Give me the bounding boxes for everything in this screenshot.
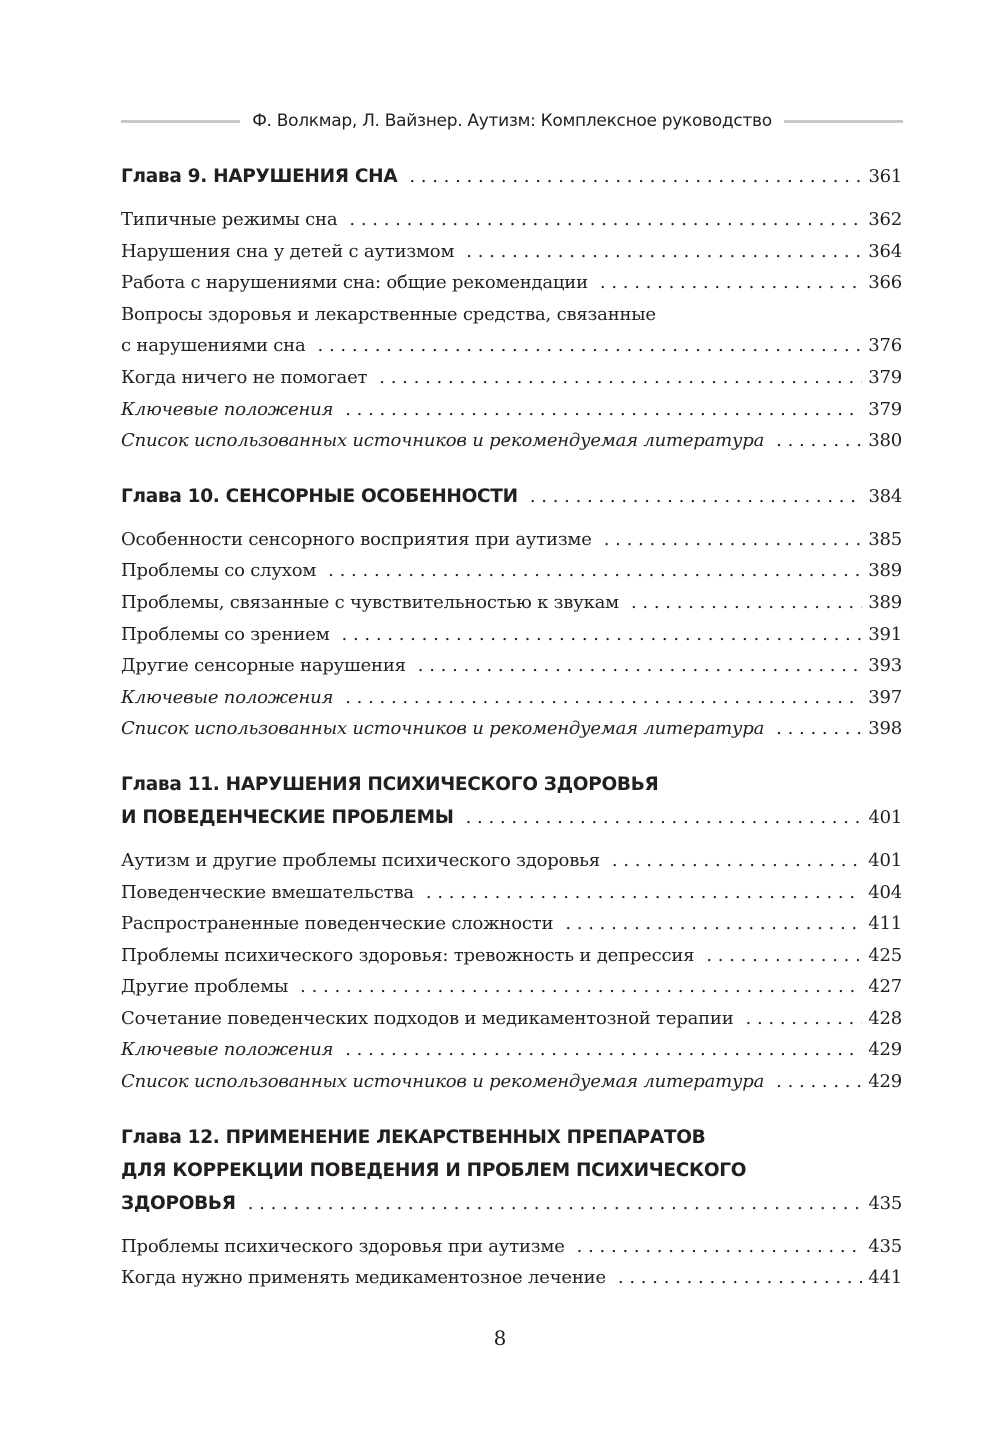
dot-leader (345, 1034, 862, 1066)
entry-title: Список использованных источников и рекомендуемая литература (121, 718, 765, 740)
dot-leader (600, 267, 862, 299)
entry-page-number: 376 (868, 335, 902, 357)
entry-page-number: 435 (868, 1235, 902, 1257)
toc-entry[interactable] (121, 1231, 902, 1263)
entry-page-number: 441 (868, 1267, 902, 1289)
entry-line (121, 650, 902, 682)
dot-leader (776, 425, 862, 457)
dot-leader (746, 1003, 863, 1035)
entry-page-number: 398 (868, 718, 902, 740)
toc-entry[interactable] (121, 619, 902, 651)
chapter-entries (121, 204, 902, 457)
dot-leader (776, 713, 862, 745)
dot-leader (345, 682, 862, 714)
entry-title: Когда ничего не помогает (121, 366, 368, 388)
toc-entry[interactable] (121, 650, 902, 682)
toc-entry[interactable] (121, 908, 902, 940)
entry-line (121, 330, 902, 362)
entry-title: Проблемы со слухом (121, 560, 317, 582)
toc-chapter (121, 160, 902, 457)
dot-leader (604, 524, 863, 556)
entry-line (121, 908, 902, 940)
dot-leader (426, 877, 862, 909)
dot-leader (342, 619, 863, 651)
entry-title: Ключевые положения (121, 686, 334, 708)
entry-line (121, 1034, 902, 1066)
chapter-title: И ПОВЕДЕНЧЕСКИЕ ПРОБЛЕМЫ (121, 806, 454, 828)
dot-leader (631, 587, 862, 619)
dot-leader (349, 204, 862, 236)
toc-chapter (121, 480, 902, 745)
dot-leader (577, 1231, 863, 1263)
toc-entry[interactable] (121, 1066, 902, 1098)
toc-entry[interactable] (121, 362, 902, 394)
entry-title: Список использованных источников и рекомендуемая литература (121, 430, 765, 452)
entry-page-number: 428 (868, 1007, 902, 1029)
dot-leader (776, 1066, 862, 1098)
entry-line (121, 587, 902, 619)
entry-title: Ключевые положения (121, 1039, 334, 1061)
entry-title-line: Вопросы здоровья и лекарственные средства, связанные (121, 303, 656, 325)
entry-line (121, 971, 902, 1003)
toc-entry[interactable] (121, 940, 902, 972)
entry-title: Поведенческие вмешательства (121, 881, 414, 903)
entry-page-number: 401 (868, 849, 902, 871)
chapter-heading[interactable] (121, 1121, 902, 1220)
toc-entry[interactable] (121, 682, 902, 714)
entry-title: Проблемы, связанные с чувствительностью к звукам (121, 591, 619, 613)
entry-title: Список использованных источников и рекомендуемая литература (121, 1071, 765, 1093)
entry-line (121, 682, 902, 714)
entry-title: Типичные режимы сна (121, 209, 338, 230)
entry-line (121, 236, 902, 268)
dot-leader (300, 971, 862, 1003)
entry-title: Проблемы психического здоровья: тревожность и депрессия (121, 944, 695, 966)
dot-leader (248, 1187, 863, 1220)
entry-line (121, 713, 902, 745)
toc-entry[interactable] (121, 524, 902, 556)
entry-line (121, 267, 902, 299)
toc-entry[interactable] (121, 236, 902, 268)
dot-leader (318, 330, 863, 362)
chapter-line (121, 480, 902, 513)
toc-entry[interactable] (121, 394, 902, 426)
header-rule-left (121, 120, 240, 123)
toc-entry[interactable] (121, 425, 902, 457)
chapter-heading[interactable] (121, 160, 902, 193)
entry-title: Другие проблемы (121, 976, 289, 998)
dot-leader (379, 362, 862, 394)
chapter-title-line: Глава 11. НАРУШЕНИЯ ПСИХИЧЕСКОГО ЗДОРОВЬЯ (121, 773, 659, 795)
chapter-line (121, 801, 902, 834)
entry-line (121, 940, 902, 972)
toc-entry[interactable] (121, 713, 902, 745)
toc-entry[interactable] (121, 555, 902, 587)
chapter-title-line: Глава 12. ПРИМЕНЕНИЕ ЛЕКАРСТВЕННЫХ ПРЕПАРАТОВ (121, 1126, 706, 1148)
entry-page-number: 427 (868, 976, 902, 998)
toc-entry[interactable] (121, 971, 902, 1003)
entry-page-number: 362 (868, 209, 902, 230)
entry-page-number: 391 (868, 623, 902, 645)
toc-chapter (121, 1121, 902, 1294)
entry-page-number: 404 (868, 881, 902, 903)
chapter-title-line: ДЛЯ КОРРЕКЦИИ ПОВЕДЕНИЯ И ПРОБЛЕМ ПСИХИЧЕСКОГО (121, 1159, 747, 1181)
entry-title: Когда нужно применять медикаментозное лечение (121, 1267, 606, 1289)
chapter-page-number: 361 (868, 166, 902, 187)
chapter-title: ЗДОРОВЬЯ (121, 1192, 236, 1214)
table-of-contents (121, 160, 902, 1317)
toc-entry[interactable] (121, 299, 902, 362)
dot-leader (409, 160, 862, 193)
chapter-entries (121, 524, 902, 745)
dot-leader (706, 940, 862, 972)
chapter-line (121, 160, 902, 193)
entry-page-number: 380 (868, 430, 902, 452)
entry-line (121, 1066, 902, 1098)
entry-page-number: 429 (868, 1071, 902, 1093)
entry-line (121, 845, 902, 877)
entry-page-number: 397 (868, 686, 902, 708)
page-number: 8 (493, 1326, 507, 1350)
dot-leader (418, 650, 862, 682)
chapter-entries (121, 1231, 902, 1294)
running-header (121, 108, 903, 134)
entry-page-number: 411 (868, 913, 902, 935)
entry-title: Проблемы со зрением (121, 623, 330, 645)
toc-chapter (121, 768, 902, 1098)
dot-leader (530, 480, 863, 513)
dot-leader (466, 236, 862, 268)
chapter-page-number: 401 (868, 806, 902, 828)
entry-line (121, 394, 902, 426)
toc-entry[interactable] (121, 1003, 902, 1035)
chapter-entries (121, 845, 902, 1098)
entry-title: Нарушения сна у детей с аутизмом (121, 240, 455, 262)
dot-leader (345, 394, 862, 426)
chapter-line (121, 1187, 902, 1220)
entry-page-number: 364 (868, 240, 902, 262)
entry-line (121, 425, 902, 457)
toc-entry[interactable] (121, 1034, 902, 1066)
entry-page-number: 429 (868, 1039, 902, 1061)
entry-line (121, 362, 902, 394)
entry-title: Ключевые положения (121, 398, 334, 420)
toc-entry[interactable] (121, 877, 902, 909)
dot-leader (466, 801, 863, 834)
entry-line (121, 1003, 902, 1035)
entry-title: Аутизм и другие проблемы психического здоровья (121, 849, 600, 871)
entry-line (121, 555, 902, 587)
entry-page-number: 379 (868, 366, 902, 388)
entry-title: Распространенные поведенческие сложности (121, 913, 554, 935)
entry-line (121, 877, 902, 909)
chapter-title: Глава 10. СЕНСОРНЫЕ ОСОБЕННОСТИ (121, 485, 518, 507)
entry-title: Сочетание поведенческих подходов и медикаментозной терапии (121, 1007, 734, 1029)
entry-page-number: 389 (868, 560, 902, 582)
chapter-title: Глава 9. НАРУШЕНИЯ СНА (121, 166, 398, 187)
entry-title: Проблемы психического здоровья при аутизме (121, 1235, 565, 1257)
chapter-heading[interactable] (121, 768, 902, 834)
entry-page-number: 366 (868, 272, 902, 294)
toc-entry[interactable] (121, 204, 902, 236)
dot-leader (612, 845, 862, 877)
chapter-page-number: 435 (868, 1192, 902, 1214)
entry-title: Особенности сенсорного восприятия при аутизме (121, 528, 592, 550)
toc-entry[interactable] (121, 1262, 902, 1294)
running-header-title: Ф. Волкмар, Л. Вайзнер. Аутизм: Комплексное руководство (252, 111, 772, 131)
entry-page-number: 385 (868, 528, 902, 550)
header-rule-right (784, 120, 903, 123)
chapter-heading[interactable] (121, 480, 902, 513)
toc-entry[interactable] (121, 845, 902, 877)
entry-page-number: 393 (868, 655, 902, 677)
entry-title: Работа с нарушениями сна: общие рекомендации (121, 272, 588, 294)
entry-line (121, 204, 902, 236)
dot-leader (328, 555, 862, 587)
dot-leader (618, 1262, 862, 1294)
chapter-page-number: 384 (868, 485, 902, 507)
entry-title: Другие сенсорные нарушения (121, 655, 406, 677)
toc-entry[interactable] (121, 587, 902, 619)
dot-leader (565, 908, 862, 940)
entry-page-number: 389 (868, 591, 902, 613)
entry-line (121, 1231, 902, 1263)
entry-line (121, 524, 902, 556)
entry-page-number: 379 (868, 398, 902, 420)
entry-page-number: 425 (868, 944, 902, 966)
toc-entry[interactable] (121, 267, 902, 299)
entry-line (121, 1262, 902, 1294)
entry-line (121, 619, 902, 651)
entry-title: с нарушениями сна (121, 335, 306, 357)
